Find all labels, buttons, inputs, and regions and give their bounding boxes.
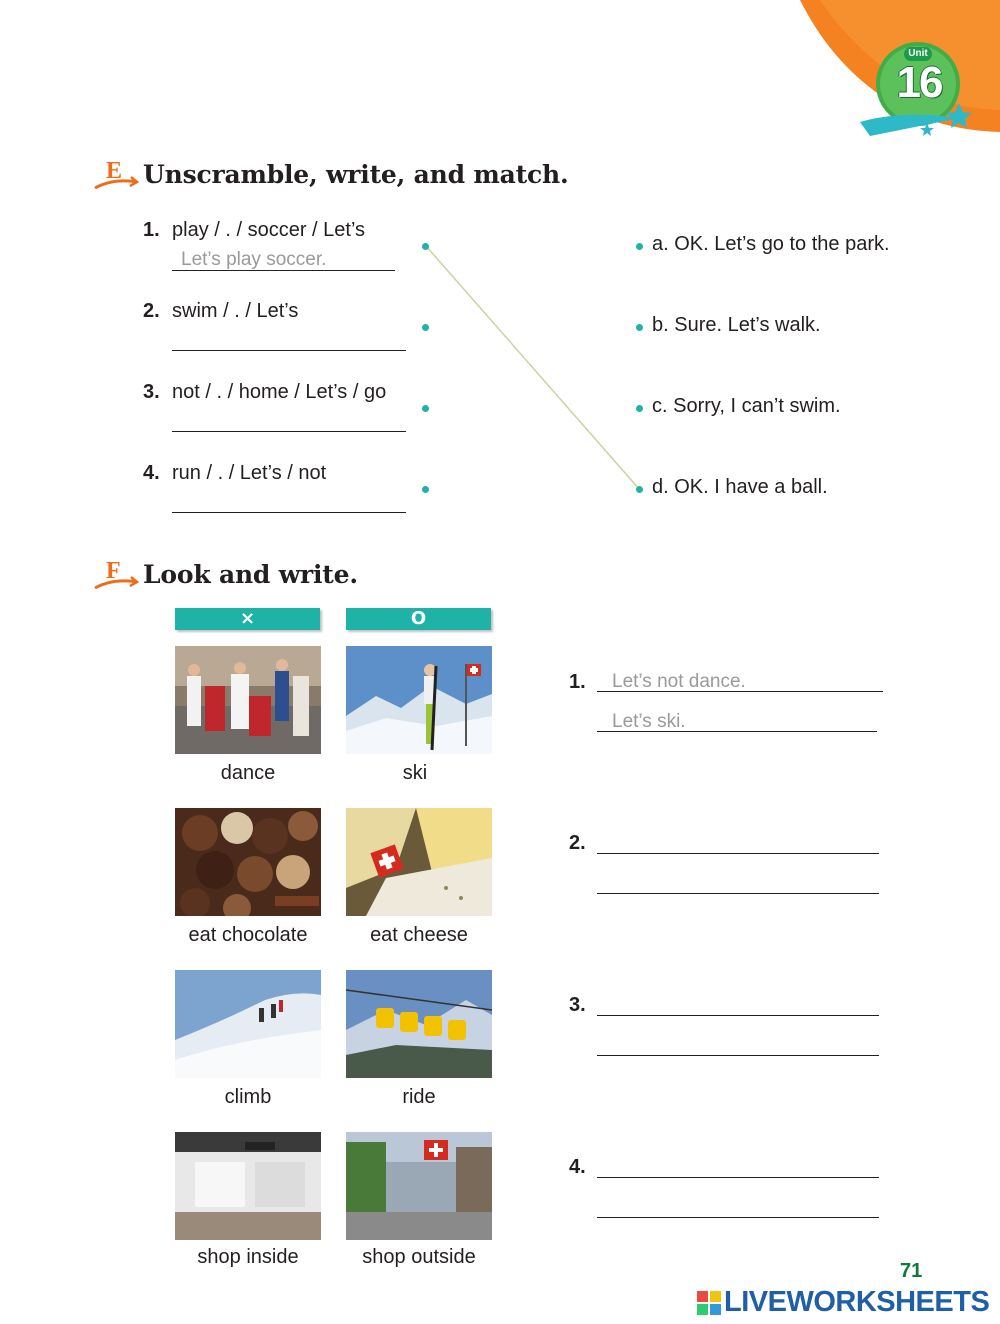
- brand-name: LIVEWORKSHEETS: [724, 1286, 990, 1318]
- question-number: 1.: [143, 219, 160, 241]
- column-header-no: ×: [175, 608, 320, 630]
- match-dot[interactable]: [422, 324, 429, 331]
- photo-shop-inside: [175, 1132, 321, 1240]
- match-dot[interactable]: [422, 405, 429, 412]
- caption-dance: dance: [220, 762, 276, 784]
- f-answer-number: 1.: [569, 671, 586, 693]
- section-e-letter: E: [106, 158, 123, 184]
- section-f-letter: F: [106, 558, 121, 584]
- answer-line[interactable]: [172, 270, 395, 271]
- option-c: c. Sorry, I can’t swim.: [652, 395, 841, 417]
- f-answer-line[interactable]: [597, 1217, 879, 1218]
- match-dot[interactable]: [422, 486, 429, 493]
- f-answer-line[interactable]: [597, 691, 883, 692]
- answer-line[interactable]: [172, 512, 406, 513]
- caption-shop-inside: shop inside: [197, 1246, 299, 1268]
- photo-chocolate: [175, 808, 321, 916]
- match-dot[interactable]: [636, 243, 643, 250]
- f-answer-number: 4.: [569, 1156, 586, 1178]
- caption-ride: ride: [402, 1086, 436, 1108]
- option-d: d. OK. I have a ball.: [652, 476, 828, 498]
- f-answer-number: 3.: [569, 994, 586, 1016]
- match-dot[interactable]: [636, 405, 643, 412]
- photo-climb: [175, 970, 321, 1078]
- question-number: 3.: [143, 381, 160, 403]
- f-answer-line[interactable]: [597, 731, 877, 732]
- f-answer-number: 2.: [569, 832, 586, 854]
- answer-line[interactable]: [172, 431, 406, 432]
- photo-dance: [175, 646, 321, 754]
- page-number: 71: [900, 1260, 923, 1282]
- unit-label: Unit: [904, 47, 932, 61]
- f-answer-line[interactable]: [597, 1177, 879, 1178]
- question-number: 4.: [143, 462, 160, 484]
- column-header-yes: O: [346, 608, 491, 630]
- f-answer-text[interactable]: Let’s ski.: [612, 711, 686, 732]
- f-answer-line[interactable]: [597, 853, 879, 854]
- f-answer-text[interactable]: Let’s not dance.: [612, 671, 746, 692]
- photo-cheese: [346, 808, 492, 916]
- question-prompt: not / . / home / Let’s / go: [172, 381, 387, 403]
- question-number: 2.: [143, 300, 160, 322]
- f-answer-line[interactable]: [597, 1055, 879, 1056]
- answer-line[interactable]: [172, 350, 406, 351]
- caption-ski: ski: [402, 762, 428, 784]
- question-prompt: play / . / soccer / Let’s: [172, 219, 366, 241]
- unit-number: 16: [896, 58, 942, 107]
- match-dot[interactable]: [422, 243, 429, 250]
- photo-shop-outside: [346, 1132, 492, 1240]
- section-e-title: Unscramble, write, and match.: [143, 160, 569, 189]
- option-b: b. Sure. Let’s walk.: [652, 314, 821, 336]
- caption-eat-chocolate: eat chocolate: [188, 924, 308, 946]
- caption-shop-outside: shop outside: [362, 1246, 476, 1268]
- match-dot[interactable]: [636, 486, 643, 493]
- liveworksheets-logo-icon: [697, 1291, 721, 1315]
- section-f-title: Look and write.: [143, 560, 358, 589]
- match-dot[interactable]: [636, 324, 643, 331]
- answer-text[interactable]: Let’s play soccer.: [181, 249, 327, 270]
- f-answer-line[interactable]: [597, 1015, 879, 1016]
- caption-climb: climb: [224, 1086, 272, 1108]
- question-prompt: run / . / Let’s / not: [172, 462, 327, 484]
- photo-ski: [346, 646, 492, 754]
- photo-ride: [346, 970, 492, 1078]
- f-answer-line[interactable]: [597, 893, 879, 894]
- question-prompt: swim / . / Let’s: [172, 300, 299, 322]
- option-a: a. OK. Let’s go to the park.: [652, 233, 890, 255]
- caption-eat-cheese: eat cheese: [370, 924, 468, 946]
